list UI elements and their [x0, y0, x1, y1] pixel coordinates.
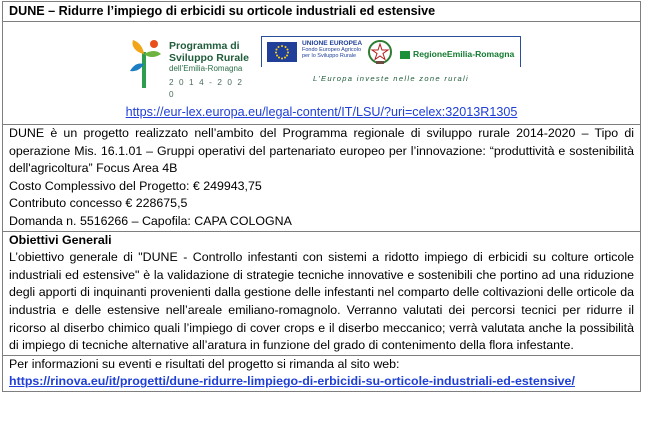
psr-line-3: dell’Emilia-Romagna	[169, 64, 243, 73]
psr-line-2: Sviluppo Rurale	[169, 51, 249, 64]
eu-heading: UNIONE EUROPEA	[302, 40, 363, 47]
footer-text: Per informazioni su eventi e risultati del progetto si rimanda al sito web:	[9, 356, 400, 371]
eu-sub-1: Fondo Europeo Agricolo	[302, 47, 362, 54]
footer-section	[3, 355, 641, 391]
project-table	[2, 1, 641, 392]
psr-line-1: Programma di	[169, 40, 240, 52]
psr-years: 2 0 1 4 - 2 0 2 0	[169, 78, 244, 99]
project-info	[3, 125, 641, 232]
eu-tagline: L’Europa investe nelle zone rurali	[312, 74, 470, 83]
psr-logo-text	[169, 41, 249, 100]
project-description: DUNE è un progetto realizzato nell’ambito del Programma regionale di sviluppo rurale 2014-2020 – Tipo di operazione Mis. 16.1.01 – Gruppi operativi del partenariato europeo per l’innovazione: “produttività e sostenibilità dell'agricoltura” Focus Area 4B	[9, 126, 634, 176]
regulation-link[interactable]: https://eur-lex.europa.eu/legal-content/IT/LSU/?uri=celex:32013R1305	[125, 105, 518, 119]
project-sheet	[2, 1, 641, 392]
eu-logo-text	[302, 41, 362, 60]
region-logo	[400, 46, 514, 64]
objectives-section	[3, 231, 641, 355]
project-contribution: Contributo concesso € 228675,5	[9, 196, 188, 211]
region-logo-icon	[400, 51, 410, 59]
eu-flag-icon	[267, 42, 297, 62]
eu-sub-2: per lo Sviluppo Rurale	[302, 53, 357, 60]
eu-logo-strip	[261, 36, 521, 67]
project-cost: Costo Complessivo del Progetto: € 249943,75	[9, 178, 262, 193]
region-name: RegioneEmilia-Romagna	[413, 49, 515, 59]
project-application: Domanda n. 5516266 – Capofila: CAPA COLOGNA	[9, 213, 292, 228]
objectives-heading: Obiettivi Generali	[9, 232, 112, 247]
psr-logo-icon	[127, 38, 163, 90]
italian-emblem-icon	[367, 38, 393, 66]
project-website-link[interactable]: https://rinova.eu/it/progetti/dune-ridurre-limpiego-di-erbicidi-su-orticole-industriali-ed-estensive/	[9, 374, 575, 389]
logo-banner	[3, 22, 641, 125]
project-title: DUNE – Ridurre l’impiego di erbicidi su orticole industriali ed estensive	[3, 2, 641, 22]
objectives-text: L’obiettivo generale di "DUNE - Controllo infestanti con sistemi a ridotto impiego di erbicidi su colture orticole industriali ed estensive" è la validazione di strategie tecniche innovative e sostenibili che portino ad una riduzione degli apporti di inquinanti provenienti dalla gestione delle infestanti nel comparto delle coltivazioni delle orticole da industria e delle estensive nell’areale emiliano-romagnolo. Verranno valutati dei percorsi tecnici per ridurre il ricorso al diserbo chimico quali l’impiego di cover crops e il diserbo meccanico; verrà valutata anche la possibilità di impiego di tecniche alternative all’aratura in funzione del grado di contenimento della flora infestante.	[9, 250, 634, 353]
psr-logo	[127, 38, 249, 99]
logo-row	[3, 32, 640, 99]
